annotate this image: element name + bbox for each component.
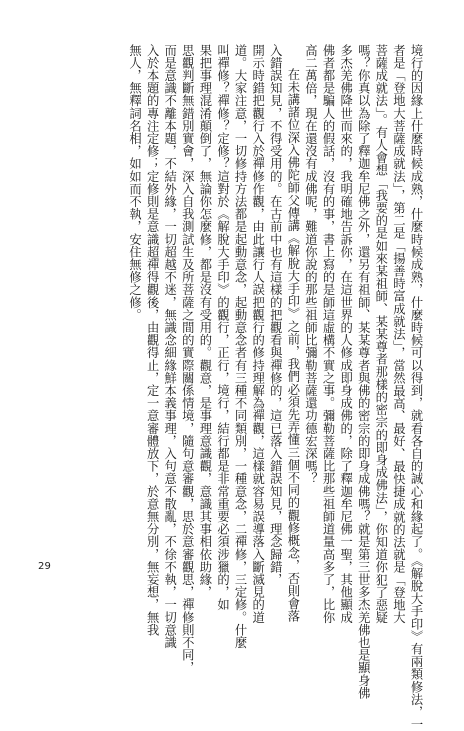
text-column: 多杰羌佛降世而來的，我明確地告訴你，在這世界的人修成即身成佛的，除了釋迦牟尼佛一聖，其他顯成 xyxy=(338,44,353,624)
text-column: 而是意識不離本題，不結外緣，一切超越不迷，無識念細緣鮮本義事理，入句意不散亂，不徐不執，一切意識 xyxy=(162,44,177,649)
text-column: 入於本題的專注定修；定修則是意識超禪得觀後，由觀得止，定一意審體放下，於意無分別，無妄想，無我 xyxy=(145,44,160,637)
text-column: 道。大家注意，一切修持方法都是起動意念，起動意念者有三種不同類別，一種意念，二禪修，三定修。什麼 xyxy=(233,44,248,649)
text-column: 叫禪修？禪修？定修？這對於《解脫大手印》的觀行，正行，境行，結行都是非常重要必須涉獵的，如 xyxy=(215,44,230,611)
text-column: 入錯誤知見，不得受用的。在古前中也有這樣的把觀看與禪修的，這已落入錯誤知見，理念歸錯， xyxy=(268,44,283,586)
text-column: 高二萬倍，現在還沒有成佛呢，難道你說的那些祖師比彌勒菩薩還功德宏深嗎？ xyxy=(303,44,318,485)
text-column: 嗎？你真以為除了釋迦牟尼佛之外，還另有祖師、某某尊者與佛的密宗的即身成佛嗎？就是第三世多杰羌佛也是顯身佛 xyxy=(356,44,371,700)
text-column: 佛者都是騙人的假話，沒有的事，書上寫的是師這虛構不實之事。彌勒菩薩比那些祖師道量高多了，比你 xyxy=(321,44,336,624)
text-column: 者是「登地大菩薩成就法」，第二是「揚善時富成就法」，當然最高、最好、最快捷成就的法就是「登地大 xyxy=(391,44,406,624)
page-number: 29 xyxy=(38,561,52,572)
text-column: 無人，無釋詞名相，如如而不執，安住無修之修。 xyxy=(127,44,142,322)
text-column: 果把事理混淆顛倒了，無論你怎麼修，都是沒有受用的。觀意，是事理意識觀，意識其事相依助緣， xyxy=(197,44,212,599)
text-column: 在未講諸位深入佛陀師父傳講《解脫大手印》之前，我們必須先弄懂三個不同的觀修概念，否則會落 xyxy=(285,68,300,623)
text-column: 開示時錯把觀行入於禪修作觀，由此讓行人誤把觀行的修持理解為禪觀，這樣就容易誤導落入斷滅見的道 xyxy=(250,44,265,624)
text-column: 境行的因緣上什麼時候成熟，什麼時候成熟，什麼時候可以得到，就看各自的誠心和緣起了。《解脫大手印》有兩類修法，一 xyxy=(409,44,423,731)
text-column: 菩薩成就法」。有人會想「我要的是如來某祖師、某某尊者那樣的密宗的即身成佛法」，你知道你犯了惡疑 xyxy=(373,44,388,624)
text-column: 思觀判斷無錯別實會，深入自我測試生及所菩薩之間的實際關係情境，隨句意審觀，思於意審觀思，禪修則不同， xyxy=(180,44,195,674)
